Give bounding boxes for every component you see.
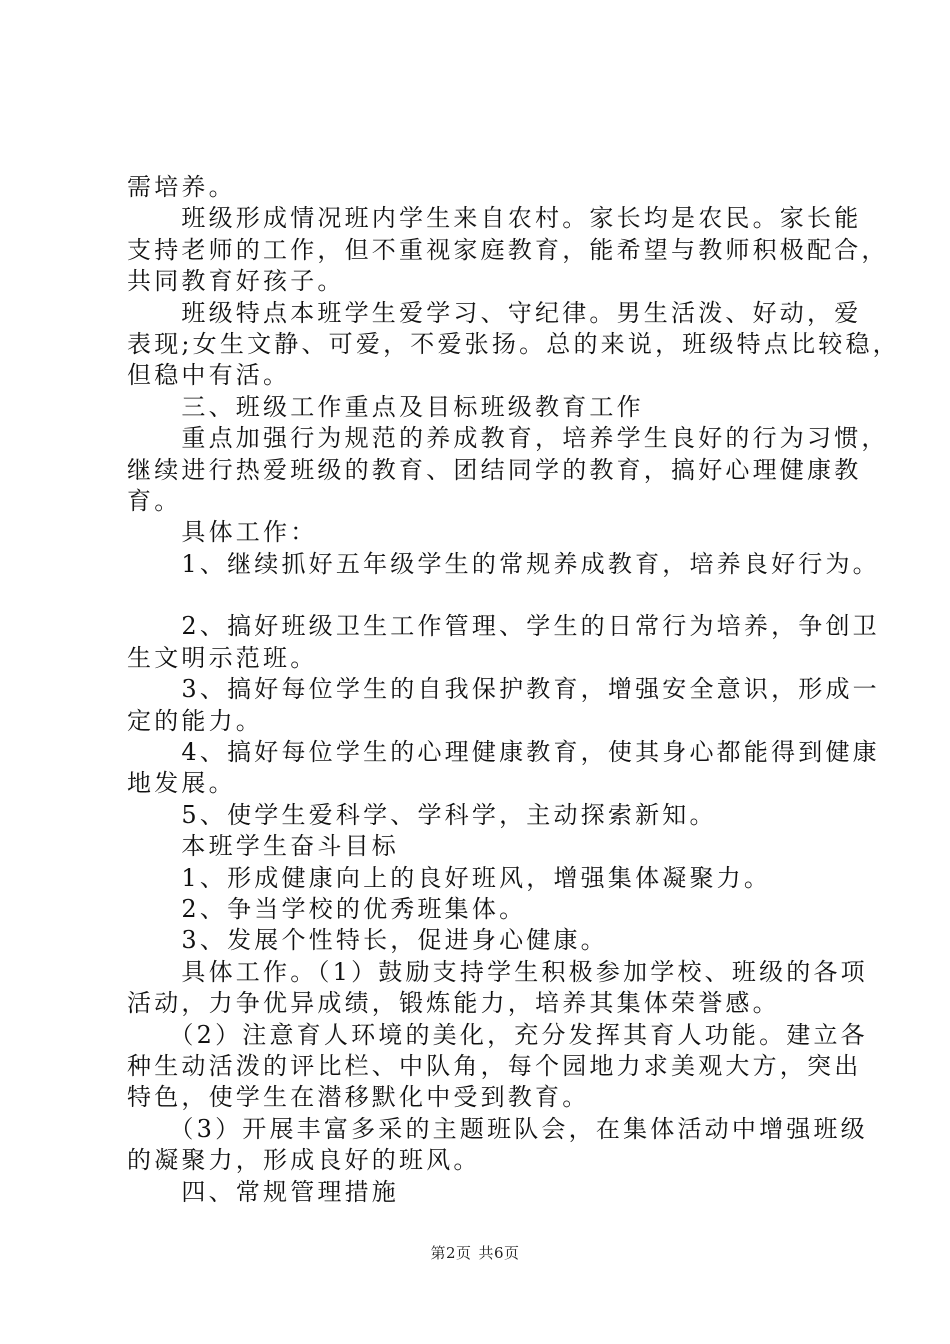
text-line: 班级特点本班学生爱学习、守纪律。男生活泼、好动，爱 xyxy=(127,298,862,327)
text-line: 支持老师的工作，但不重视家庭教育，能希望与教师积极配合， xyxy=(127,235,889,264)
text-line: 共同教育好孩子。 xyxy=(127,267,345,296)
text-line: 活动，力争优异成绩，锻炼能力，培养其集体荣誉感。 xyxy=(127,989,780,1018)
section-heading: 三、班级工作重点及目标班级教育工作 xyxy=(127,392,644,421)
document-body xyxy=(127,172,900,1208)
text-line: （2）注意育人环境的美化，充分发挥其育人功能。建立各 xyxy=(127,1020,868,1049)
page-number: 第2页 xyxy=(430,1244,472,1262)
text-line: （3）开展丰富多采的主题班队会，在集体活动中增强班级 xyxy=(127,1114,868,1143)
list-item: 3、搞好每位学生的自我保护教育，增强安全意识，形成一 xyxy=(127,675,880,704)
total-pages: 共6页 xyxy=(478,1244,520,1262)
text-line: 地发展。 xyxy=(127,769,236,798)
blank-line xyxy=(127,580,832,611)
list-item: 1、形成健康向上的良好班风，增强集体凝聚力。 xyxy=(127,863,772,892)
page-footer xyxy=(0,1243,950,1263)
text-line: 继续进行热爱班级的教育、团结同学的教育，搞好心理健康教 xyxy=(127,455,862,484)
text-line: 的凝聚力，形成良好的班风。 xyxy=(127,1146,481,1175)
list-item: 5、使学生爱科学、学科学，主动探索新知。 xyxy=(127,800,717,829)
text-line: 需培养。 xyxy=(127,173,236,201)
list-item: 2、争当学校的优秀班集体。 xyxy=(127,894,527,923)
text-line: 生文明示范班。 xyxy=(127,643,318,672)
list-item: 4、搞好每位学生的心理健康教育，使其身心都能得到健康 xyxy=(127,737,880,766)
text-line: 特色，使学生在潜移默化中受到教育。 xyxy=(127,1083,590,1112)
subheading: 本班学生奋斗目标 xyxy=(127,832,399,861)
list-item: 3、发展个性特长，促进身心健康。 xyxy=(127,926,608,955)
subheading: 具体工作： xyxy=(127,518,318,547)
list-item: 1、继续抓好五年级学生的常规养成教育，培养良好行为。 xyxy=(127,549,880,578)
text-line: 具体工作。（1）鼓励支持学生积极参加学校、班级的各项 xyxy=(127,957,868,986)
text-line: 班级形成情况班内学生来自农村。家长均是农民。家长能 xyxy=(127,204,862,233)
text-line: 定的能力。 xyxy=(127,706,263,735)
text-line: 育。 xyxy=(127,487,182,516)
text-line: 重点加强行为规范的养成教育，培养学生良好的行为习惯， xyxy=(127,424,889,453)
text-line: 表现;女生文静、可爱，不爱张扬。总的来说，班级特点比较稳， xyxy=(127,330,900,359)
text-line: 但稳中有活。 xyxy=(127,361,291,390)
list-item: 2、搞好班级卫生工作管理、学生的日常行为培养，争创卫 xyxy=(127,612,880,641)
text-line: 种生动活泼的评比栏、中队角，每个园地力求美观大方，突出 xyxy=(127,1051,862,1080)
section-heading: 四、常规管理措施 xyxy=(127,1177,399,1206)
